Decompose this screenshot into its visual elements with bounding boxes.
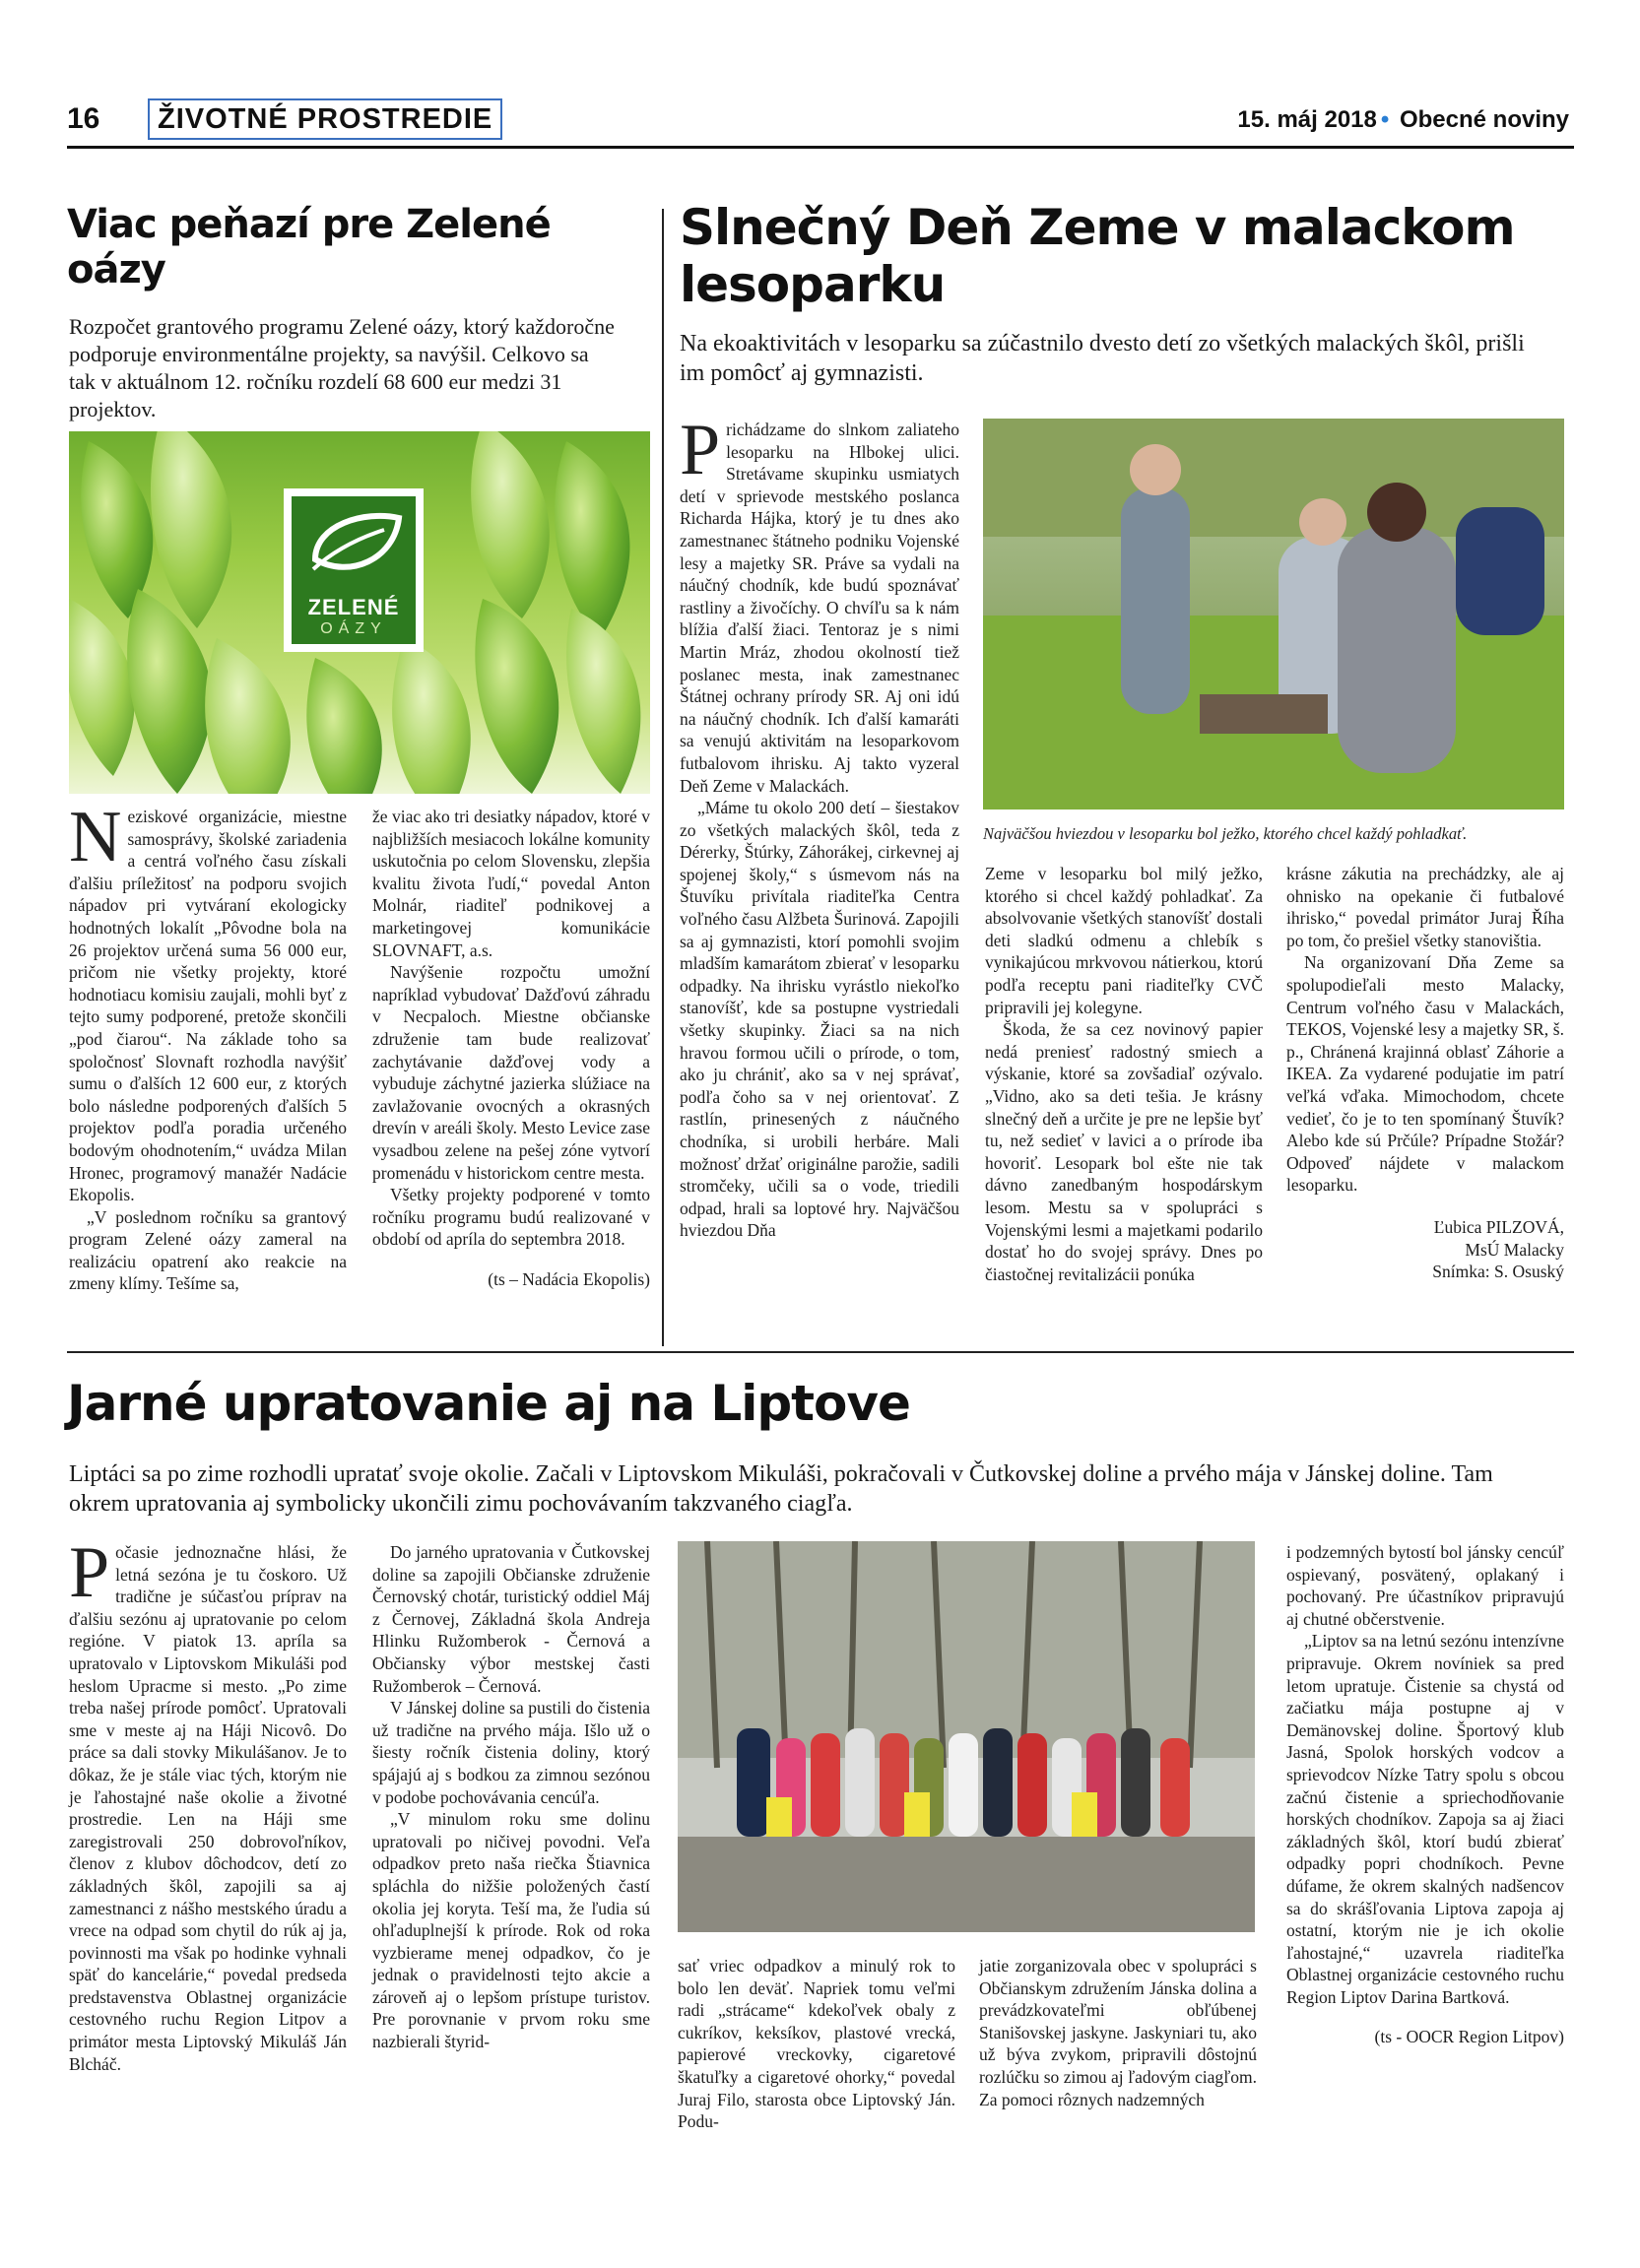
separator-dot-icon: • [1380, 106, 1390, 133]
page-number: 16 [67, 102, 100, 135]
paragraph: „Máme tu okolo 200 detí – šiestakov zo všetkých malackých škôl, teda z Dérerky, Štúrky, Záhorákej, cirkevnej aj spojenej školy,“ s úsmevom nás na Štuvíku privítala riaditeľka Centra voľného času Alžbeta Šurinová. Zapojili sa aj gymnazisti, ktorí pomohli svojim mladším kamarátom zbierať v lesoparku odpadky. Na ihrisku vyrástlo niekoľko stanovíšť, kde sa postupne vystriedali všetky skupinky. Žiaci sa na nich hravou formou učili o prírode, o tom, ako ju chrániť, ako sa v nej správať, podľa čoho sa v nej orientovať. Z rastlín, prinesených z náučného chodníka, si urobili herbáre. Mali možnosť držať originálne parožie, sadili stromčeky, učili sa o vode, triedili odpad, hrali sa loptové hry. Najväčšou hviezdou Dňa [680, 798, 959, 1241]
section-divider [67, 1351, 1574, 1353]
paragraph: V Jánskej doline sa pustili do čistenia už tradične na prvého mája. Išlo už o šiesty ročník čistenia doliny, ktorý spájajú aj s bodkou za zimnou sezónou v podobe pochovávania cencúľa. [372, 1698, 650, 1807]
paragraph: Zeme v lesoparku bol milý ježko, ktorého si chcel každý pohladkať. Za absolvovanie všetkých stanovíšť dostali deti sladkú odmenu a chlebík s vynikajúcou mrkvovou nátierkou, ktorú podľa receptu pani riaditeľky CVČ pripravili jej kolegyne. [985, 864, 1263, 1017]
article-left-column-2 [372, 806, 650, 1290]
paragraph: Škoda, že sa cez novinový papier nedá preniesť radostný smiech a výskanie, ktoré sa zovšadiaľ ozývalo. „Vidno, ako sa deti tešia. Je krásny slnečný deň a určite je pre ne lepšie byť tu, než sedieť v lavici a o prírode iba hovoriť. Lesopark bol ešte nie tak dávno zanedbaným hospodárskym lesom. Mestu sa v spolupráci s Vojenskými lesmi a majetkami podarilo dostať ho do svojej správy. Dnes po čiastočnej revitalizácii ponúka [985, 1019, 1263, 1284]
article-bottom-column-4 [979, 1955, 1257, 2110]
paragraph: očasie jednoznačne hlási, že letná sezóna je tu čoskoro. Už tradične je súčasťou príprav na ďalšiu sezónu aj upratovanie po celom regióne. V piatok 13. apríla sa upratovalo v Liptovskom Mikuláši pod heslom Upracme si mesto. „Po zime treba našej prírode pomôcť. Upratovali sme v meste aj na Háji Nicovô. Do práce sa dali stovky Mikulášanov. Je to dôkaz, že je stále viac tých, ktorým nie je ľahostajné naše okolie a životné prostredie. Len na Háji sme zaregistrovali 250 dobrovoľníkov, členov z klubov dôchodcov, detí zo základných škôl, zapojili sa aj zamestnanci z nášho mestského úradu a vrece na odpad som chytil do rúk aj ja, povinnosti ma však po hodinke vyhnali späť do kancelárie,“ povedal predseda predstavenstva Oblastnej organizácie cestovného ruchu Region Litpov a primátor mesta Liptovský Mikuláš Ján Blcháč. [69, 1542, 347, 2074]
paragraph: krásne zákutia na prechádzky, ale aj ohnisko na opekanie či futbalové ihrisko,“ povedal primátor Juraj Říha po tom, čo prešiel všetky stanovištia. [1286, 864, 1564, 950]
header-rule [67, 146, 1574, 149]
paragraph: sať vriec odpadkov a minulý rok to bolo len deväť. Napriek tomu veľmi radi „strácame“ kdekoľvek obaly z cukríkov, keksíkov, plastové vrecká, papierové vreckovky, cigaretové škatuľky a cigaretové ohorky,“ povedal Juraj Filo, starosta obce Liptovský Ján. Podu- [678, 1956, 955, 2132]
article-right-column-2 [985, 863, 1263, 1285]
cleanup-group-photo [678, 1541, 1255, 1932]
section-label: ŽIVOTNÉ PROSTREDIE [148, 98, 502, 140]
publication-name: Obecné noviny [1399, 106, 1569, 133]
article-right-headline: Slnečný Deň Zeme v malackom lesoparku [680, 199, 1515, 313]
dropcap: P [69, 1532, 110, 1613]
article-right-lead: Na ekoaktivitách v lesoparku sa zúčastnilo dvesto detí zo všetkých malackých škôl, prišli im pomôcť aj gymnazisti. [680, 331, 1525, 386]
zelene-oazy-ad [69, 431, 650, 794]
masthead-info [1237, 106, 1569, 134]
paragraph: Na organizovaní Dňa Zeme sa spolupodieľali mesto Malacky, Centrum voľného času v Malackách, TEKOS, Vojenské lesy a majetky SR, š. p., Chránená krajinná oblasť Záhorie a IKEA. Za vydarené podujatie im patrí veľká vďaka. Mimochodom, chcete vedieť, čo je to ten spomínaný Štuvík? Alebo kde sú Prčúle? Prípadne Stožár? Odpoveď nájdete v malackom lesoparku. [1286, 952, 1564, 1196]
article-bottom-column-5 [1286, 1541, 1564, 2048]
article-left-signature: (ts – Nadácia Ekopolis) [488, 1268, 650, 1289]
article-bottom-column-2 [372, 1541, 650, 2053]
photo-caption: Najväčšou hviezdou v lesoparku bol ježko, ktorého chcel každý pohladkať. [983, 824, 1468, 843]
column-divider [662, 209, 664, 1346]
paragraph: jatie zorganizovala obec v spolupráci s Občianskym združením Jánska dolina a prevádzkovateľmi obľúbenej Stanišovskej jaskyne. Jaskyniari tu, ako už býva zvykom, pripravili dôstojnú rozlúčku so zimou aj ľadovým ciagľom. Za pomoci rôznych nadzemných [979, 1956, 1257, 2109]
paragraph: richádzame do slnkom zaliateho lesoparku na Hlbokej ulici. Stretávame skupinku usmiatych detí v sprievode mestského poslanca Richarda Hájka, ktorý je tu dnes ako zamestnanec štátneho podniku Vojenské lesy a majetky SR. Práve sa vydali na náučný chodník, kde budú spoznávať rastliny a živočíchy. O chvíľu sa k nám blížia ďalší žiaci. Tentoraz je s nimi Martin Mráz, zhodou okolností tiež poslanec mesta, inak zamestnanec Štátnej ochrany prírody SR. Aj oni idú na náučný chodník. Ich ďalší kamaráti sa venujú aktivitám na lesoparkovom futbalovom ihrisku. Aj takto vyzeral Deň Zeme v Malackách. [680, 420, 959, 796]
paragraph: že viac ako tri desiatky nápadov, ktoré v najbližších mesiacoch lokálne komunity uskutočnia po celom Slovensku, zlepšia kvalitu života ľudí,“ povedal Anton Molnár, riaditeľ podnikovej a marketingovej komunikácie SLOVNAFT, a.s. [372, 807, 650, 960]
article-bottom-column-3 [678, 1955, 955, 2133]
paragraph: Navýšenie rozpočtu umožní napríklad vybudovať Dažďovú záhradu v Necpaloch. Miestne občianske združenie tam bude realizovať zachytávanie dažďovej vody a vybuduje záchytné jazierka slúžiace na zavlažovanie ovocných a okrasných drevín v areáli školy. Mesto Levice zase vysadbou zelene na pešej zóne vytvorí promenádu v historickom centre mesta. [372, 962, 650, 1183]
paragraph: eziskové organizácie, miestne samosprávy, školské zariadenia a centrá voľného času získali ďalšiu príležitosť na podporu svojich nápadov pri vytváraní ekologicky hodnotných lokalít „Pôvodne bola na 26 projektov určená suma 56 000 eur, pričom nie všetky projekty, ktoré hodnotiacu komisiu zaujali, mohli byť z tejto sumy podporené, pretože skončili „pod čiarou“. Na základe toho sa spoločnosť Slovnaft rozhodla navýšiť sumu o ďalších 12 600 eur, z ktorých bolo následne podporených ďalších 5 projektov podľa poradia určeného bodovým ohodnotením,“ uvádza Milan Hronec, programový manažér Nadácie Ekopolis. [69, 807, 347, 1205]
article-left-lead: Rozpočet grantového programu Zelené oázy, ktorý každoročne podporuje environmentálne projekty, sa navýšil. Celkovo sa tak v aktuálnom 12. ročníku rozdelí 68 600 eur medzi 31 projektov. [69, 314, 615, 421]
article-right-column-3 [1286, 863, 1564, 1283]
paragraph: „V minulom roku sme dolinu upratovali po ničivej povodni. Veľa odpadkov preto naša riečka Štiavnica spláchla do nižšie položených častí okolia jej koryta. Teší ma, že ľudia sú ohľaduplnejší k prírode. Rok od roka vyzbierame menej odpadkov, čo je jednak o pravidelnosti tejto akcie a zároveň aj o lepšom prístupe turistov. Pre porovnanie v prvom roku sme nazbierali štyrid- [372, 1809, 650, 2052]
article-right-signature [1286, 1216, 1564, 1283]
paragraph: i podzemných bytostí bol jánsky cencúľ ospievaný, posvätený, oplakaný i pochovaný. Pre účastníkov pripravujú aj chutné občerstvenie. [1286, 1542, 1564, 1629]
logo-text-bottom: OÁZY [320, 620, 387, 637]
signature-organization: MsÚ Malacky [1465, 1239, 1564, 1260]
article-bottom-signature: (ts - OOCR Region Litpov) [1374, 2027, 1564, 2047]
article-bottom-lead: Liptáci sa po zime rozhodli upratať svoje okolie. Začali v Liptovskom Mikuláši, pokračovali v Čutkovskej doline a prvého mája v Jánskej doline. Tam okrem upratovania aj symbolicky ukončili zimu pochovávaním takzvaného ciagľa. [69, 1461, 1493, 1517]
dropcap: P [680, 410, 721, 490]
dropcap: N [69, 797, 122, 877]
photo-credit: Snímka: S. Osuský [1432, 1262, 1564, 1282]
earth-day-photo [983, 419, 1564, 810]
article-left-headline: Viac peňazí pre Zelené oázy [67, 202, 551, 292]
paragraph: Do jarného upratovania v Čutkovskej doline sa zapojili Občianske združenie Černovský chotár, turistický oddiel Máj z Černovej, Základná škola Andreja Hlinku Ružomberok - Černová a Občiansky výbor mestskej časti Ružomberok – Černová. [372, 1542, 650, 1696]
signature-author: Ľubica PILZOVÁ, [1433, 1216, 1564, 1237]
paragraph: „Liptov sa na letnú sezónu intenzívne pripravuje. Okrem novíniek sa pred letom upratuje. Čistenie sa chystá od začiatku mája postupne aj v Demänovskej doline. Športový klub Jasná, Spolok horských vodcov a sprievodcov Nízke Tatry spolu s obcou začnú čistenie a spriechodňovanie horských chodníkov. Zapoja sa aj žiaci základných škôl, ktorí budú zbierať odpadky popri chodníkoch. Pevne dúfame, že okrem skalných nadšencov sa do skrášľovania Liptova zapoja aj ostatní, ktorým nie je ich okolie ľahostajné,“ uzavrela riaditeľka Oblastnej organizácie cestovného ruchu Region Liptov Darina Bartková. [1286, 1631, 1564, 2007]
article-bottom-column-1 [69, 1532, 347, 2075]
article-left-column-1 [69, 797, 347, 1295]
paragraph: „V poslednom ročníku sa grantový program Zelené oázy zameral na realizáciu opatrení ako reakcie na zmeny klímy. Tešíme sa, [69, 1206, 347, 1294]
article-right-column-1 [680, 410, 959, 1242]
issue-date: 15. máj 2018 [1237, 106, 1377, 133]
paragraph: Všetky projekty podporené v tomto ročníku programu budú realizované v období od apríla do septembra 2018. [372, 1185, 650, 1250]
article-bottom-headline: Jarné upratovanie aj na Liptove [67, 1375, 910, 1432]
logo-text-top: ZELENÉ [307, 595, 400, 619]
